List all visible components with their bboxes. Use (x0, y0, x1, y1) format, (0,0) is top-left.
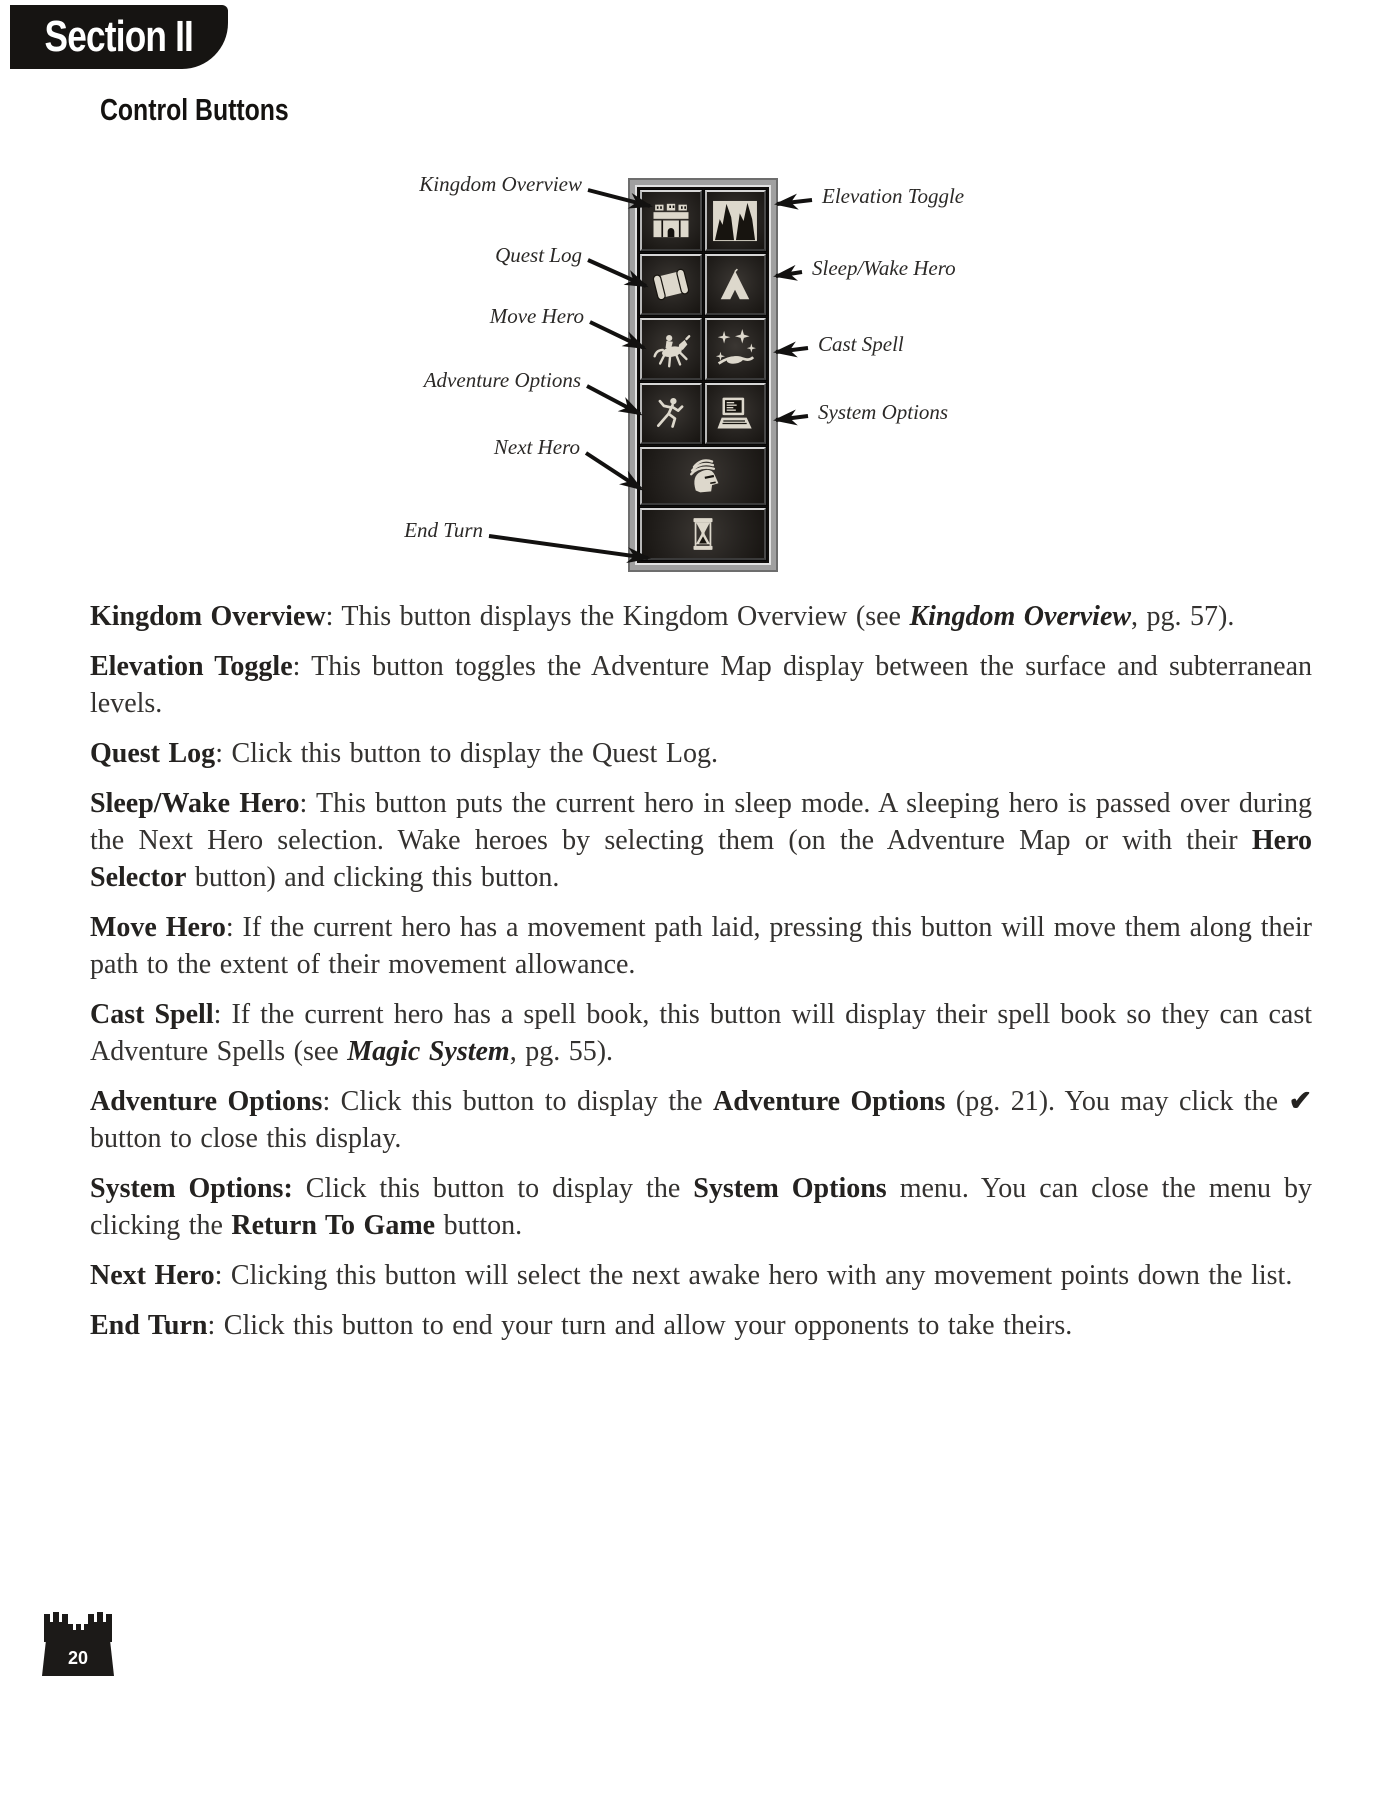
text-segment: Kingdom Overview (90, 601, 326, 632)
callout-arrow (776, 348, 808, 352)
cast-spell-button (705, 318, 767, 379)
text-segment: System Options (693, 1173, 887, 1204)
callout-arrow (777, 200, 812, 204)
text-segment: Cast Spell (90, 999, 214, 1030)
text-segment: Return To Game (231, 1210, 436, 1241)
callout-arrow (489, 536, 648, 558)
page-title: Control Buttons (100, 92, 289, 127)
knight-helmet-icon (674, 456, 732, 496)
end-turn-button (640, 508, 766, 560)
system-options-button (705, 383, 767, 444)
text-segment: Next Hero (90, 1260, 215, 1291)
text-segment: Click this button to display the (292, 1173, 694, 1204)
paragraph-end-turn (90, 1307, 1312, 1344)
text-segment: System Options: (90, 1173, 293, 1204)
castle-page-icon (38, 1610, 118, 1685)
text-segment: Hero Selector (90, 825, 1312, 893)
callout-label-sleep-wake-hero: Sleep/Wake Hero (812, 256, 956, 280)
paragraph-system-options (90, 1170, 1312, 1244)
text-segment: button) and clicking this button. (186, 862, 560, 893)
callout-label-cast-spell: Cast Spell (818, 332, 904, 356)
paragraph-elevation-toggle (90, 648, 1312, 722)
kingdom-overview-button (640, 190, 702, 251)
page-number: 20 (67, 1648, 89, 1668)
text-segment: , pg. 57). (1131, 601, 1235, 632)
text-segment: menu. You can close the menu by clicking the (90, 1173, 1313, 1241)
text-segment: End Turn (90, 1310, 208, 1341)
horse-rider-icon (649, 329, 693, 369)
paragraph-next-hero (90, 1257, 1312, 1294)
paragraph-kingdom-overview (90, 598, 1312, 635)
text-segment: Adventure Options (713, 1086, 946, 1117)
sleep-wake-hero-button (705, 254, 767, 315)
text-segment: : Click this button to display the Quest Log. (215, 738, 718, 769)
callout-label-kingdom-overview: Kingdom Overview (419, 172, 582, 196)
text-segment: : Click this button to display the (322, 1086, 714, 1117)
move-hero-button (640, 318, 702, 379)
control-button-grid (635, 185, 771, 565)
sparkles-icon (713, 329, 757, 369)
callout-label-quest-log: Quest Log (495, 243, 582, 267)
text-segment: Move Hero (90, 912, 226, 943)
text-segment: : Click this button to end your turn and allow your opponents to take theirs. (207, 1310, 1073, 1341)
computer-icon (715, 395, 755, 432)
castle-icon (651, 202, 691, 239)
quest-log-button (640, 254, 702, 315)
text-segment: Kingdom Overview (909, 601, 1132, 632)
callout-label-move-hero: Move Hero (489, 304, 584, 328)
text-segment: (pg. 21). You may click the (945, 1086, 1289, 1117)
mountains-icon (712, 200, 758, 242)
paragraph-sleep-wake-hero (90, 785, 1312, 896)
adventure-options-button (640, 383, 702, 444)
text-segment: Magic System (347, 1036, 510, 1067)
section-title: Section II (44, 12, 194, 61)
text-segment: : This button toggles the Adventure Map display between the surface and subterranean levels. (90, 651, 1312, 719)
next-hero-button (640, 447, 766, 505)
text-segment: button. (435, 1210, 523, 1241)
text-segment: Sleep/Wake Hero (90, 788, 300, 819)
scroll-icon (651, 266, 691, 303)
text-segment: button to close this display. (90, 1123, 402, 1154)
text-segment: : If the current hero has a movement path laid, pressing this button will move them along their path to the extent of their movement allowance. (90, 912, 1313, 980)
callout-label-elevation-toggle: Elevation Toggle (822, 184, 965, 208)
callout-arrow (776, 416, 808, 420)
runner-icon (652, 395, 690, 431)
callout-arrow (776, 272, 802, 276)
tent-icon (716, 267, 754, 303)
callout-label-next-hero: Next Hero (493, 435, 580, 459)
text-segment: : This button displays the Kingdom Overview (see (325, 601, 910, 632)
paragraph-adventure-options (90, 1083, 1312, 1157)
hourglass-icon (684, 514, 722, 554)
text-segment: ✔ (1288, 1086, 1313, 1117)
text-segment: Elevation Toggle (90, 651, 293, 682)
text-segment: : If the current hero has a spell book, this button will display their spell book so they can cast Adventure Spells (see (90, 999, 1312, 1067)
text-segment: Adventure Options (90, 1086, 323, 1117)
text-segment: : This button puts the current hero in sleep mode. A sleeping hero is passed over during the Next Hero selection. Wake heroes by selecting them (on the Adventure Map or with their (90, 788, 1312, 856)
elevation-toggle-button (705, 190, 767, 251)
callout-label-system-options: System Options (818, 400, 949, 424)
callout-label-end-turn: End Turn (404, 518, 483, 542)
callout-label-adventure-options: Adventure Options (423, 368, 581, 392)
paragraph-quest-log (90, 735, 1312, 772)
paragraph-move-hero (90, 909, 1312, 983)
text-segment: , pg. 55). (509, 1036, 614, 1067)
text-segment: Quest Log (90, 738, 216, 769)
paragraph-cast-spell (90, 996, 1312, 1070)
body-text (90, 598, 1312, 1357)
section-banner (10, 5, 228, 69)
control-button-panel (628, 178, 778, 572)
text-segment: : Clicking this button will select the next awake hero with any movement points down the list. (214, 1260, 1293, 1291)
